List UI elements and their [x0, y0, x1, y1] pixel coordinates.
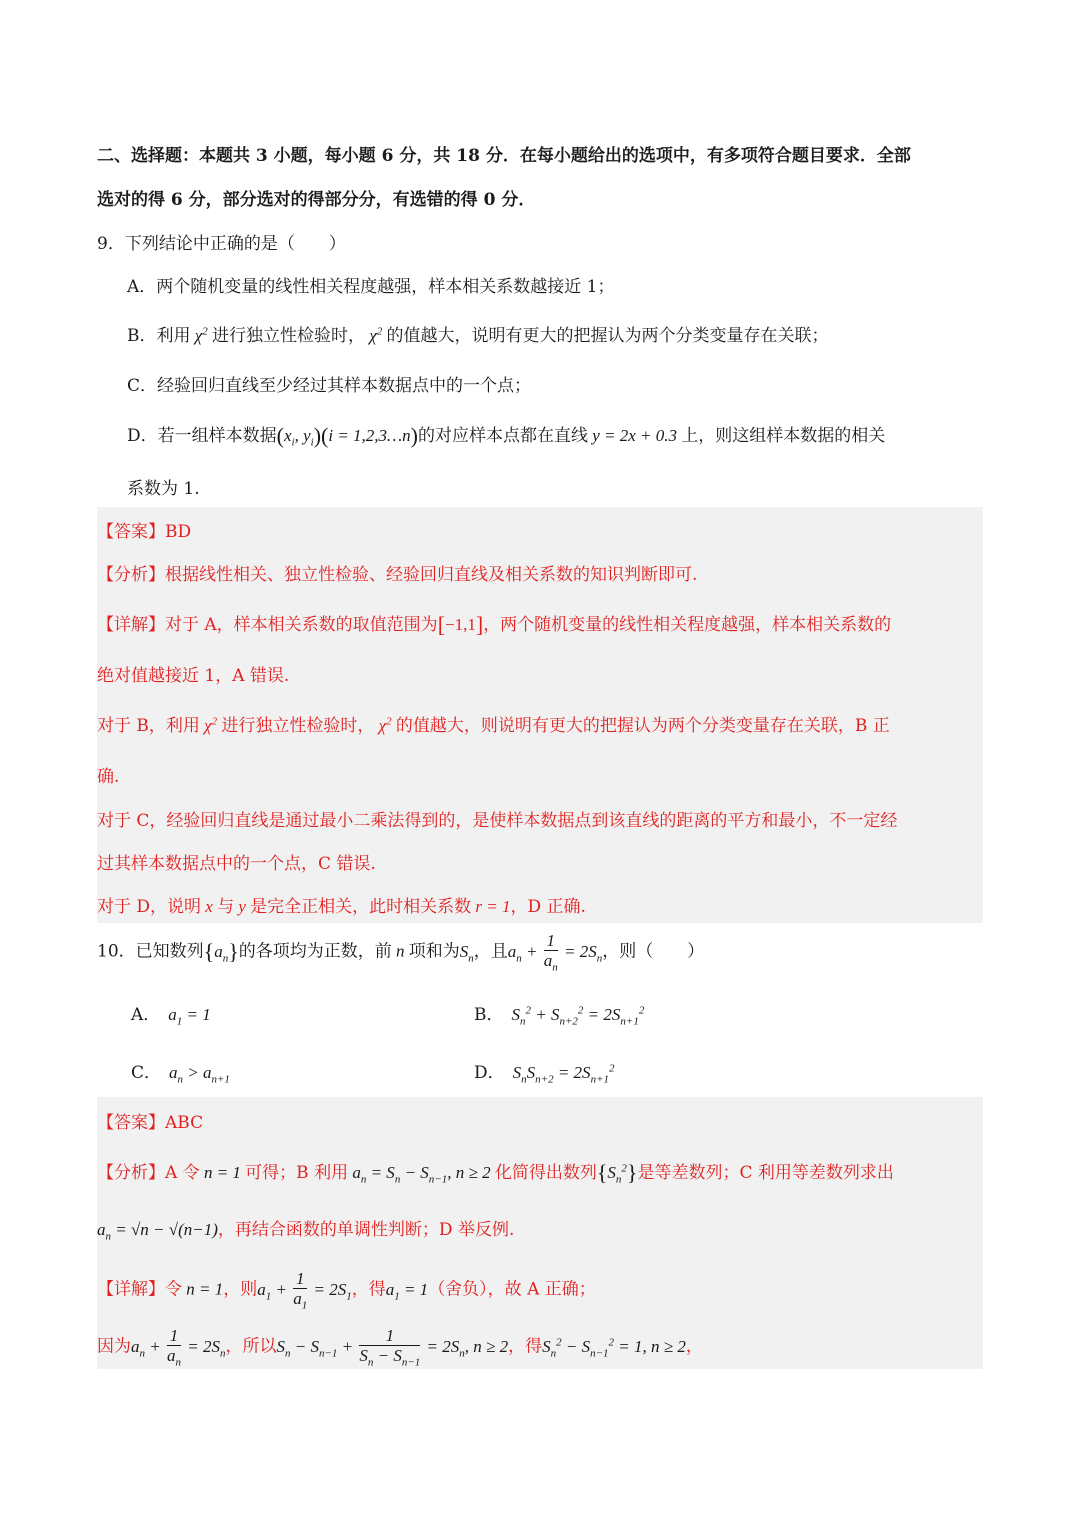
- q9-detail-b: 对于 B，利用 $\chi^2$ 进行独立性检验时， $\chi^2$ 的值越大，则说明有更大的把握认为两个分类变量存在关联，B 正: [97, 715, 890, 736]
- q10-detail-2: 因为$a_n$ + $\frac{1}{a_n}$ = $2S_n$，所以$S_n - S_{n-1}$ + $\frac{1}{S_n - S_{n-1}}$ = $2S_n$, n ≥ 2，得$S_n^2 - S_{n-1}^2 = 1$, n ≥ 2，: [97, 1326, 703, 1369]
- chi-square-symbol: $\chi^2$: [199, 715, 218, 735]
- q9-detail-a-line2: 绝对值越接近 1，A 错误.: [97, 666, 290, 686]
- chi-square-symbol: $\chi^2$: [190, 325, 208, 345]
- q9-detail-c: 对于 C，经验回归直线是通过最小二乘法得到的，是使样本数据点到该直线的距离的平方和最小，不一定经: [97, 811, 898, 831]
- q10-answer: 【答案】ABC: [97, 1113, 204, 1133]
- q9-option-b: B．利用 $\chi^2$ 进行独立性检验时， $\chi^2$ 的值越大，说明有更大的把握认为两个分类变量存在关联；: [127, 325, 829, 346]
- line-equation: y = 2x + 0.3: [587, 426, 682, 445]
- q9-stem: 9．下列结论中正确的是（ ）: [97, 234, 346, 254]
- q9-option-a: A．两个随机变量的线性相关程度越强，样本相关系数越接近 1；: [127, 277, 615, 297]
- r-equals-1: r = 1: [471, 897, 511, 916]
- q10-option-d: D． $S_nS_{n+2} = 2S_{n+1}^2$: [474, 1062, 615, 1086]
- q10-analysis: 【分析】A 令 n = 1 可得；B 利用 $a_n = S_n - S_{n-1}$, n ≥ 2 化简得出数列$\{S_n^2\}$是等差数列；C 利用等差数列求出: [97, 1160, 894, 1186]
- q10-stem: 10．已知数列$\{a_n\}$的各项均为正数，前 n 项和为$S_n$，且$a_n$ + $\frac{1}{a_n}$ = $2S_n$，则（ ）: [97, 931, 705, 974]
- range-interval: [−1,1]: [437, 612, 484, 637]
- var-x: x: [201, 897, 218, 916]
- q10-option-c: C． $a_n > a_{n+1}$: [131, 1063, 230, 1086]
- q9-analysis: 【分析】根据线性相关、独立性检验、经验回归直线及相关系数的知识判断即可.: [97, 565, 698, 585]
- q9-option-d: D．若一组样本数据($x_i$, $y_i)(i$ = 1,2,3…n)的对应样本点都在直线 y = 2x + 0.3 上，则这组样本数据的相关: [127, 423, 886, 449]
- q9-detail-d: 对于 D，说明 x 与 y 是完全正相关，此时相关系数 r = 1，D 正确.: [97, 897, 586, 917]
- section-heading: 二、选择题：本题共 3 小题，每小题 6 分，共 18 分．在每小题给出的选项中，有多项符合题目要求．全部: [97, 146, 911, 166]
- q9-detail-b-line2: 确.: [97, 767, 120, 787]
- sequence-notation: $\{a_n\}$: [203, 938, 239, 964]
- q9-detail-c-line2: 过其样本数据点中的一个点，C 错误.: [97, 854, 376, 874]
- q10-analysis-line2: $a_n = √n - √(n-1)$，再结合函数的单调性判断；D 举反例.: [97, 1220, 515, 1243]
- q9-detail-a: 【详解】对于 A，样本相关系数的取值范围为[−1,1]，两个随机变量的线性相关程度越强，样本相关系数的: [97, 612, 892, 637]
- q10-option-b: B． $S_n^2 + S_{n+2}^2 = 2S_{n+1}^2$: [474, 1004, 645, 1028]
- chi-square-symbol: $\chi^2$: [374, 715, 392, 735]
- q10-detail-1: 【详解】令 n = 1，则$a_1$ + $\frac{1}{a_1}$ = $2S_1$，得$a_1 = 1$（舍负），故 A 正确；: [97, 1269, 596, 1312]
- q10-option-a: A． $a_1 = 1$: [131, 1005, 211, 1028]
- var-y: y: [234, 897, 251, 916]
- chi-square-symbol: $\chi^2$: [364, 325, 383, 345]
- q9-option-c: C．经验回归直线至少经过其样本数据点中的一个点；: [127, 376, 532, 396]
- q9-answer: 【答案】BD: [97, 522, 192, 542]
- given-condition: $a_n$ + $\frac{1}{a_n}$ = $2S_n$: [507, 931, 603, 974]
- q9-option-d-line2: 系数为 1.: [127, 479, 200, 499]
- sample-data-formula: ($x_i$, $y_i)(i$ = 1,2,3…n): [276, 423, 418, 449]
- section-heading-line2: 选对的得 6 分，部分选对的得部分分，有选错的得 0 分．: [97, 190, 536, 210]
